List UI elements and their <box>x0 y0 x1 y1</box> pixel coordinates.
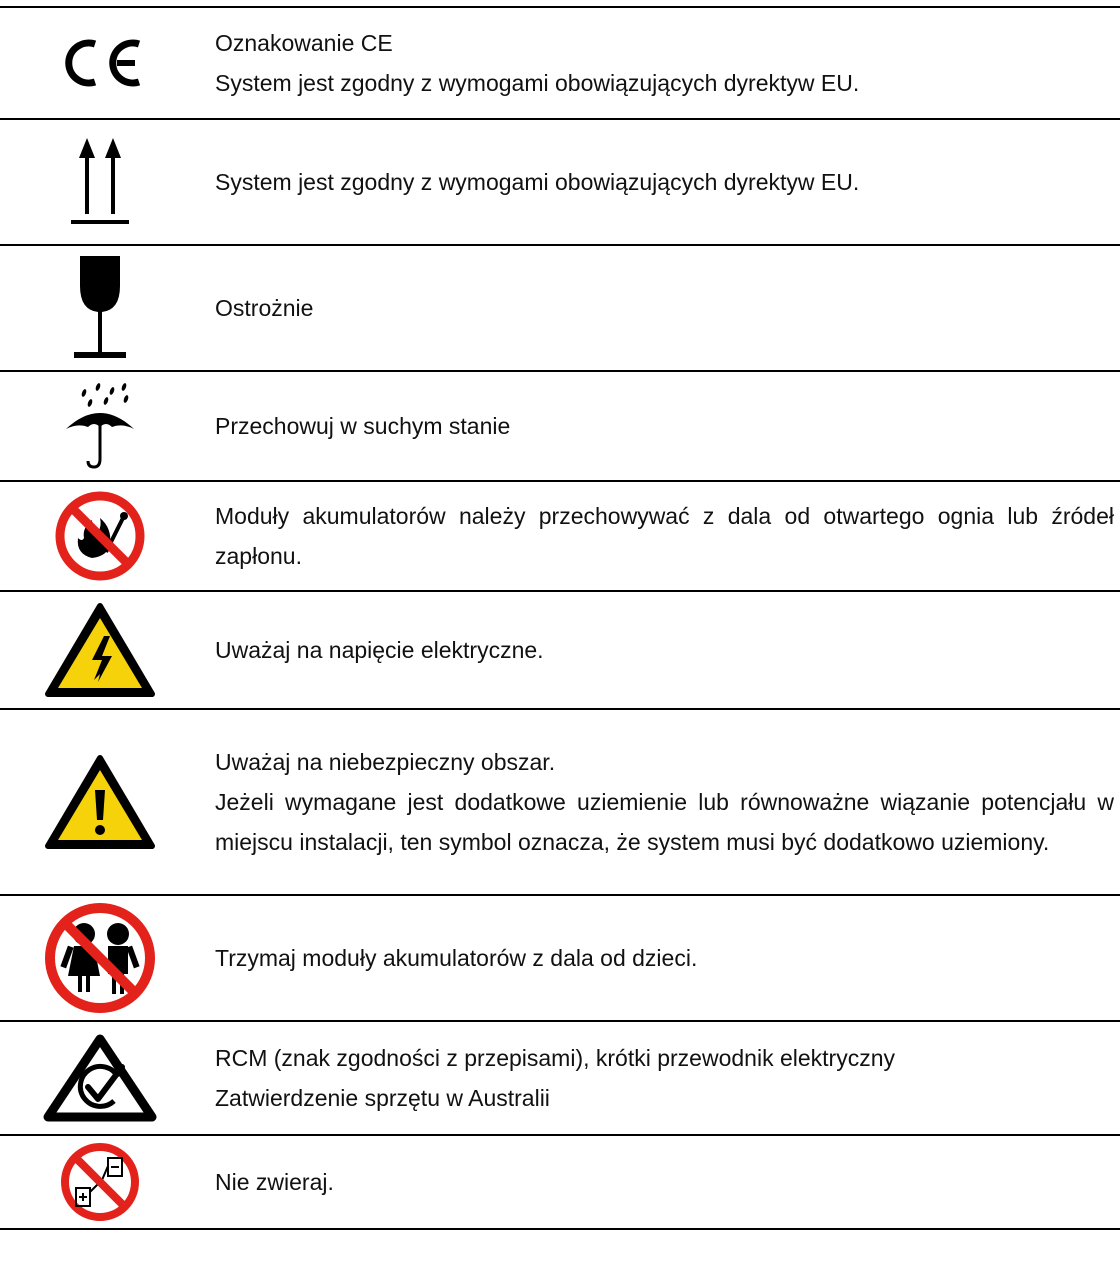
no-open-flame-icon <box>0 482 200 590</box>
row-title: RCM (znak zgodności z przepisami), krótki przewodnik elektryczny <box>215 1045 895 1071</box>
table-row <box>0 6 1120 118</box>
row-text <box>215 246 1114 370</box>
ce-mark-icon <box>0 8 200 118</box>
row-text <box>215 1022 1114 1134</box>
row-text <box>215 1136 1114 1228</box>
row-description: System jest zgodny z wymogami obowiązujących dyrektyw EU. <box>215 70 860 96</box>
general-warning-icon <box>0 710 200 894</box>
electric-voltage-warning-icon <box>0 592 200 708</box>
table-row <box>0 894 1120 1020</box>
row-description: Jeżeli wymagane jest dodatkowe uziemienie lub równoważne wiązanie potencjału w miejscu instalacji, ten symbol oznacza, że system musi być dodatkowo uziemiony. <box>215 789 1114 855</box>
keep-dry-umbrella-icon <box>0 372 200 480</box>
table-row <box>0 480 1120 590</box>
row-text <box>215 896 1114 1020</box>
symbols-table <box>0 6 1120 1230</box>
table-row <box>0 590 1120 708</box>
row-text <box>215 120 1114 244</box>
row-text <box>215 592 1114 708</box>
row-text <box>215 372 1114 480</box>
keep-away-from-children-icon <box>0 896 200 1020</box>
row-text <box>215 8 1114 118</box>
row-description: Trzymaj moduły akumulatorów z dala od dzieci. <box>215 945 698 971</box>
row-description: System jest zgodny z wymogami obowiązujących dyrektyw EU. <box>215 169 860 195</box>
do-not-short-circuit-icon <box>0 1136 200 1228</box>
this-way-up-icon <box>0 120 200 244</box>
table-row <box>0 244 1120 370</box>
table-row <box>0 1134 1120 1230</box>
row-description: Moduły akumulatorów należy przechowywać z dala od otwartego ognia lub źródeł zapłonu. <box>215 503 1114 569</box>
row-title: Uważaj na niebezpieczny obszar. <box>215 749 556 775</box>
row-description: Przechowuj w suchym stanie <box>215 413 511 439</box>
table-row <box>0 118 1120 244</box>
fragile-glass-icon <box>0 246 200 370</box>
row-description: Nie zwieraj. <box>215 1169 334 1195</box>
table-row <box>0 708 1120 894</box>
row-text <box>215 482 1114 590</box>
rcm-mark-icon <box>0 1022 200 1134</box>
table-row <box>0 1020 1120 1134</box>
row-description: Zatwierdzenie sprzętu w Australii <box>215 1085 550 1111</box>
table-row <box>0 370 1120 480</box>
row-title: Oznakowanie CE <box>215 30 393 56</box>
row-text <box>215 710 1114 894</box>
row-description: Uważaj na napięcie elektryczne. <box>215 637 544 663</box>
row-description: Ostrożnie <box>215 295 314 321</box>
